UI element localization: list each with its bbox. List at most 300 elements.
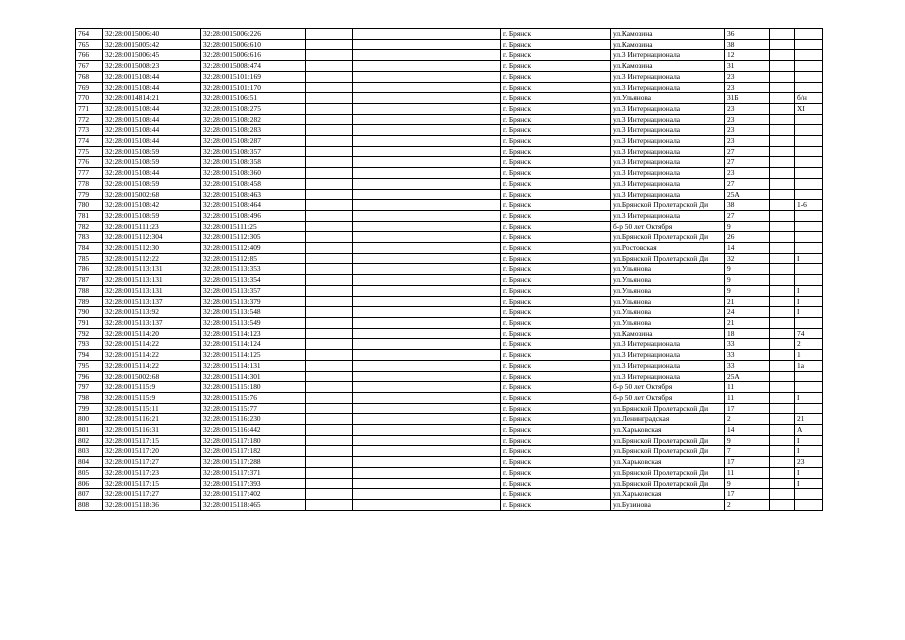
street-cell: ул.3 Интернационала (611, 339, 725, 350)
quarter-cadastral-number-cell: 32:28:0015108:44 (103, 125, 201, 136)
blank-cell (770, 221, 795, 232)
row-number-cell: 781 (76, 210, 103, 221)
row-number-cell: 790 (76, 307, 103, 318)
apartment-cell: 74 (795, 328, 823, 339)
apartment-cell (795, 114, 823, 125)
city-cell: г. Брянск (501, 350, 611, 361)
city-cell: г. Брянск (501, 243, 611, 254)
blank-cell (770, 136, 795, 147)
blank-cell (353, 125, 501, 136)
row-number-cell: 771 (76, 103, 103, 114)
quarter-cadastral-number-cell: 32:28:0015115:11 (103, 403, 201, 414)
object-cadastral-number-cell: 32:28:0015108:282 (201, 114, 306, 125)
blank-cell (306, 189, 353, 200)
table-row (76, 392, 823, 403)
blank-cell (353, 350, 501, 361)
object-cadastral-number-cell: 32:28:0015116:442 (201, 425, 306, 436)
row-number-cell: 777 (76, 168, 103, 179)
city-cell: г. Брянск (501, 392, 611, 403)
blank-cell (306, 125, 353, 136)
apartment-cell: 1а (795, 360, 823, 371)
row-number-cell: 797 (76, 382, 103, 393)
quarter-cadastral-number-cell: 32:28:0015113:131 (103, 264, 201, 275)
apartment-cell (795, 125, 823, 136)
object-cadastral-number-cell: 32:28:0015115:76 (201, 392, 306, 403)
blank-cell (770, 61, 795, 72)
blank-cell (306, 371, 353, 382)
blank-cell (353, 178, 501, 189)
quarter-cadastral-number-cell: 32:28:0015108:44 (103, 136, 201, 147)
blank-cell (353, 339, 501, 350)
object-cadastral-number-cell: 32:28:0015108:358 (201, 157, 306, 168)
row-number-cell: 802 (76, 435, 103, 446)
house-number-cell: 23 (725, 103, 770, 114)
table-row (76, 478, 823, 489)
street-cell: ул.Ульянова (611, 264, 725, 275)
blank-cell (353, 285, 501, 296)
blank-cell (306, 243, 353, 254)
table-row (76, 328, 823, 339)
house-number-cell: 12 (725, 50, 770, 61)
quarter-cadastral-number-cell: 32:28:0015117:15 (103, 478, 201, 489)
city-cell: г. Брянск (501, 210, 611, 221)
blank-cell (770, 478, 795, 489)
street-cell: б-р 50 лет Октября (611, 382, 725, 393)
house-number-cell: 25А (725, 371, 770, 382)
house-number-cell: 17 (725, 403, 770, 414)
row-number-cell: 799 (76, 403, 103, 414)
blank-cell (306, 328, 353, 339)
table-row (76, 425, 823, 436)
object-cadastral-number-cell: 32:28:0015106:51 (201, 93, 306, 104)
table-row (76, 71, 823, 82)
street-cell: ул.Ульянова (611, 317, 725, 328)
row-number-cell: 801 (76, 425, 103, 436)
table-row (76, 382, 823, 393)
city-cell: г. Брянск (501, 499, 611, 510)
table-body (76, 29, 823, 511)
table-row (76, 50, 823, 61)
quarter-cadastral-number-cell: 32:28:0015108:59 (103, 178, 201, 189)
blank-cell (353, 360, 501, 371)
blank-cell (306, 275, 353, 286)
object-cadastral-number-cell: 32:28:0015117:371 (201, 467, 306, 478)
quarter-cadastral-number-cell: 32:28:0015115:9 (103, 392, 201, 403)
quarter-cadastral-number-cell: 32:28:0015111:23 (103, 221, 201, 232)
blank-cell (306, 457, 353, 468)
table-row (76, 29, 823, 40)
blank-cell (770, 350, 795, 361)
apartment-cell (795, 489, 823, 500)
house-number-cell: 23 (725, 136, 770, 147)
street-cell: ул.Харьковская (611, 457, 725, 468)
object-cadastral-number-cell: 32:28:0015114:124 (201, 339, 306, 350)
city-cell: г. Брянск (501, 136, 611, 147)
blank-cell (353, 425, 501, 436)
street-cell: ул.3 Интернационала (611, 146, 725, 157)
table-row (76, 157, 823, 168)
quarter-cadastral-number-cell: 32:28:0015117:27 (103, 489, 201, 500)
blank-cell (353, 200, 501, 211)
city-cell: г. Брянск (501, 307, 611, 318)
row-number-cell: 806 (76, 478, 103, 489)
blank-cell (306, 200, 353, 211)
house-number-cell: 33 (725, 360, 770, 371)
object-cadastral-number-cell: 32:28:0015108:464 (201, 200, 306, 211)
quarter-cadastral-number-cell: 32:28:0015108:44 (103, 103, 201, 114)
apartment-cell (795, 168, 823, 179)
house-number-cell: 11 (725, 382, 770, 393)
table-row (76, 350, 823, 361)
apartment-cell (795, 189, 823, 200)
object-cadastral-number-cell: 32:28:0015108:463 (201, 189, 306, 200)
apartment-cell (795, 221, 823, 232)
street-cell: ул.Харьковская (611, 425, 725, 436)
object-cadastral-number-cell: 32:28:0015111:25 (201, 221, 306, 232)
quarter-cadastral-number-cell: 32:28:0015113:137 (103, 317, 201, 328)
table-row (76, 168, 823, 179)
table-row (76, 489, 823, 500)
house-number-cell: 38 (725, 200, 770, 211)
blank-cell (770, 328, 795, 339)
quarter-cadastral-number-cell: 32:28:0015116:31 (103, 425, 201, 436)
blank-cell (353, 382, 501, 393)
row-number-cell: 796 (76, 371, 103, 382)
table-row (76, 457, 823, 468)
row-number-cell: 767 (76, 61, 103, 72)
blank-cell (306, 467, 353, 478)
blank-cell (770, 93, 795, 104)
quarter-cadastral-number-cell: 32:28:0015112:22 (103, 253, 201, 264)
blank-cell (353, 50, 501, 61)
city-cell: г. Брянск (501, 446, 611, 457)
object-cadastral-number-cell: 32:28:0015006:616 (201, 50, 306, 61)
house-number-cell: 14 (725, 425, 770, 436)
house-number-cell: 17 (725, 457, 770, 468)
registry-table (75, 28, 823, 511)
table-row (76, 253, 823, 264)
house-number-cell: 23 (725, 114, 770, 125)
house-number-cell: 33 (725, 350, 770, 361)
street-cell: б-р 50 лет Октября (611, 221, 725, 232)
blank-cell (353, 39, 501, 50)
blank-cell (306, 425, 353, 436)
city-cell: г. Брянск (501, 200, 611, 211)
object-cadastral-number-cell: 32:28:0015108:496 (201, 210, 306, 221)
quarter-cadastral-number-cell: 32:28:0015112:304 (103, 232, 201, 243)
house-number-cell: 27 (725, 210, 770, 221)
row-number-cell: 765 (76, 39, 103, 50)
apartment-cell (795, 264, 823, 275)
quarter-cadastral-number-cell: 32:28:0015108:44 (103, 168, 201, 179)
object-cadastral-number-cell: 32:28:0015115:180 (201, 382, 306, 393)
blank-cell (770, 382, 795, 393)
blank-cell (353, 296, 501, 307)
table-row (76, 499, 823, 510)
row-number-cell: 795 (76, 360, 103, 371)
object-cadastral-number-cell: 32:28:0015113:379 (201, 296, 306, 307)
blank-cell (306, 478, 353, 489)
street-cell: ул.3 Интернационала (611, 114, 725, 125)
table-row (76, 189, 823, 200)
apartment-cell: А (795, 425, 823, 436)
row-number-cell: 768 (76, 71, 103, 82)
apartment-cell (795, 317, 823, 328)
blank-cell (770, 425, 795, 436)
house-number-cell: 2 (725, 499, 770, 510)
table-row (76, 285, 823, 296)
table-row (76, 39, 823, 50)
blank-cell (306, 82, 353, 93)
object-cadastral-number-cell: 32:28:0015116:230 (201, 414, 306, 425)
blank-cell (353, 457, 501, 468)
blank-cell (353, 29, 501, 40)
object-cadastral-number-cell: 32:28:0015108:357 (201, 146, 306, 157)
street-cell: ул.Бузинова (611, 499, 725, 510)
object-cadastral-number-cell: 32:28:0015115:77 (201, 403, 306, 414)
quarter-cadastral-number-cell: 32:28:0015113:92 (103, 307, 201, 318)
street-cell: ул.Брянской Пролетарской Ди (611, 200, 725, 211)
quarter-cadastral-number-cell: 32:28:0015108:59 (103, 157, 201, 168)
object-cadastral-number-cell: 32:28:0015118:465 (201, 499, 306, 510)
street-cell: ул.3 Интернационала (611, 50, 725, 61)
blank-cell (353, 103, 501, 114)
city-cell: г. Брянск (501, 50, 611, 61)
table-row (76, 178, 823, 189)
object-cadastral-number-cell: 32:28:0015008:474 (201, 61, 306, 72)
house-number-cell: 23 (725, 71, 770, 82)
quarter-cadastral-number-cell: 32:28:0015114:22 (103, 339, 201, 350)
street-cell: ул.Брянской Пролетарской Ди (611, 435, 725, 446)
object-cadastral-number-cell: 32:28:0015114:131 (201, 360, 306, 371)
table-row (76, 403, 823, 414)
apartment-cell: б/н (795, 93, 823, 104)
apartment-cell: I (795, 253, 823, 264)
blank-cell (770, 457, 795, 468)
apartment-cell: 2 (795, 339, 823, 350)
table-row (76, 371, 823, 382)
house-number-cell: 36 (725, 29, 770, 40)
row-number-cell: 794 (76, 350, 103, 361)
object-cadastral-number-cell: 32:28:0015117:402 (201, 489, 306, 500)
quarter-cadastral-number-cell: 32:28:0015113:137 (103, 296, 201, 307)
blank-cell (770, 39, 795, 50)
blank-cell (353, 146, 501, 157)
city-cell: г. Брянск (501, 414, 611, 425)
blank-cell (353, 189, 501, 200)
quarter-cadastral-number-cell: 32:28:0015117:27 (103, 457, 201, 468)
blank-cell (770, 50, 795, 61)
blank-cell (770, 446, 795, 457)
blank-cell (353, 61, 501, 72)
apartment-cell (795, 275, 823, 286)
blank-cell (770, 168, 795, 179)
quarter-cadastral-number-cell: 32:28:0015108:44 (103, 71, 201, 82)
street-cell: ул.Ульянова (611, 275, 725, 286)
apartment-cell (795, 157, 823, 168)
blank-cell (306, 499, 353, 510)
blank-cell (353, 157, 501, 168)
blank-cell (353, 317, 501, 328)
street-cell: ул.3 Интернационала (611, 71, 725, 82)
house-number-cell: 23 (725, 168, 770, 179)
quarter-cadastral-number-cell: 32:28:0015115:9 (103, 382, 201, 393)
quarter-cadastral-number-cell: 32:28:0014814:21 (103, 93, 201, 104)
blank-cell (306, 307, 353, 318)
apartment-cell: XI (795, 103, 823, 114)
city-cell: г. Брянск (501, 114, 611, 125)
street-cell: ул.Брянской Пролетарской Ди (611, 232, 725, 243)
row-number-cell: 779 (76, 189, 103, 200)
blank-cell (770, 360, 795, 371)
city-cell: г. Брянск (501, 360, 611, 371)
blank-cell (306, 446, 353, 457)
street-cell: ул.Ульянова (611, 307, 725, 318)
blank-cell (306, 403, 353, 414)
blank-cell (770, 489, 795, 500)
quarter-cadastral-number-cell: 32:28:0015108:59 (103, 210, 201, 221)
row-number-cell: 786 (76, 264, 103, 275)
street-cell: ул.Ростовская (611, 243, 725, 254)
city-cell: г. Брянск (501, 275, 611, 286)
table-row (76, 125, 823, 136)
street-cell: ул.Камозина (611, 29, 725, 40)
blank-cell (353, 232, 501, 243)
blank-cell (770, 29, 795, 40)
street-cell: ул.Ульянова (611, 296, 725, 307)
row-number-cell: 789 (76, 296, 103, 307)
object-cadastral-number-cell: 32:28:0015113:548 (201, 307, 306, 318)
quarter-cadastral-number-cell: 32:28:0015114:22 (103, 360, 201, 371)
street-cell: ул.3 Интернационала (611, 360, 725, 371)
object-cadastral-number-cell: 32:28:0015112:85 (201, 253, 306, 264)
city-cell: г. Брянск (501, 285, 611, 296)
table-row (76, 275, 823, 286)
city-cell: г. Брянск (501, 157, 611, 168)
object-cadastral-number-cell: 32:28:0015114:125 (201, 350, 306, 361)
apartment-cell: 21 (795, 414, 823, 425)
blank-cell (306, 71, 353, 82)
city-cell: г. Брянск (501, 339, 611, 350)
blank-cell (770, 200, 795, 211)
street-cell: ул.Камозина (611, 61, 725, 72)
table-row (76, 200, 823, 211)
apartment-cell (795, 136, 823, 147)
apartment-cell (795, 82, 823, 93)
city-cell: г. Брянск (501, 264, 611, 275)
quarter-cadastral-number-cell: 32:28:0015008:23 (103, 61, 201, 72)
table-row (76, 435, 823, 446)
house-number-cell: 18 (725, 328, 770, 339)
street-cell: ул.Ленинградская (611, 414, 725, 425)
blank-cell (770, 285, 795, 296)
house-number-cell: 25А (725, 189, 770, 200)
blank-cell (770, 189, 795, 200)
table-row (76, 467, 823, 478)
blank-cell (353, 446, 501, 457)
apartment-cell: I (795, 285, 823, 296)
apartment-cell (795, 499, 823, 510)
house-number-cell: 9 (725, 221, 770, 232)
house-number-cell: 32 (725, 253, 770, 264)
house-number-cell: 11 (725, 392, 770, 403)
street-cell: ул.3 Интернационала (611, 210, 725, 221)
city-cell: г. Брянск (501, 61, 611, 72)
blank-cell (770, 307, 795, 318)
apartment-cell (795, 403, 823, 414)
object-cadastral-number-cell: 32:28:0015117:182 (201, 446, 306, 457)
object-cadastral-number-cell: 32:28:0015108:283 (201, 125, 306, 136)
table-row (76, 317, 823, 328)
blank-cell (306, 489, 353, 500)
blank-cell (770, 467, 795, 478)
apartment-cell: I (795, 392, 823, 403)
apartment-cell (795, 39, 823, 50)
street-cell: ул.3 Интернационала (611, 189, 725, 200)
blank-cell (770, 146, 795, 157)
quarter-cadastral-number-cell: 32:28:0015108:44 (103, 114, 201, 125)
city-cell: г. Брянск (501, 71, 611, 82)
table-row (76, 339, 823, 350)
blank-cell (770, 178, 795, 189)
street-cell: ул.Брянской Пролетарской Ди (611, 403, 725, 414)
object-cadastral-number-cell: 32:28:0015108:275 (201, 103, 306, 114)
apartment-cell (795, 232, 823, 243)
apartment-cell (795, 29, 823, 40)
blank-cell (353, 392, 501, 403)
city-cell: г. Брянск (501, 125, 611, 136)
row-number-cell: 791 (76, 317, 103, 328)
row-number-cell: 782 (76, 221, 103, 232)
blank-cell (353, 499, 501, 510)
city-cell: г. Брянск (501, 489, 611, 500)
city-cell: г. Брянск (501, 178, 611, 189)
quarter-cadastral-number-cell: 32:28:0015113:131 (103, 285, 201, 296)
city-cell: г. Брянск (501, 221, 611, 232)
row-number-cell: 807 (76, 489, 103, 500)
object-cadastral-number-cell: 32:28:0015117:288 (201, 457, 306, 468)
apartment-cell: I (795, 307, 823, 318)
object-cadastral-number-cell: 32:28:0015006:226 (201, 29, 306, 40)
street-cell: ул.3 Интернационала (611, 103, 725, 114)
blank-cell (770, 103, 795, 114)
row-number-cell: 772 (76, 114, 103, 125)
blank-cell (353, 136, 501, 147)
apartment-cell: I (795, 446, 823, 457)
house-number-cell: 27 (725, 178, 770, 189)
blank-cell (353, 93, 501, 104)
apartment-cell (795, 146, 823, 157)
blank-cell (353, 71, 501, 82)
house-number-cell: 2 (725, 414, 770, 425)
blank-cell (353, 82, 501, 93)
house-number-cell: 21 (725, 317, 770, 328)
blank-cell (353, 478, 501, 489)
row-number-cell: 783 (76, 232, 103, 243)
house-number-cell: 21 (725, 296, 770, 307)
house-number-cell: 14 (725, 243, 770, 254)
table-row (76, 103, 823, 114)
blank-cell (770, 253, 795, 264)
row-number-cell: 770 (76, 93, 103, 104)
apartment-cell: I (795, 296, 823, 307)
house-number-cell: 9 (725, 285, 770, 296)
blank-cell (306, 317, 353, 328)
blank-cell (353, 307, 501, 318)
table-row (76, 232, 823, 243)
row-number-cell: 780 (76, 200, 103, 211)
city-cell: г. Брянск (501, 29, 611, 40)
